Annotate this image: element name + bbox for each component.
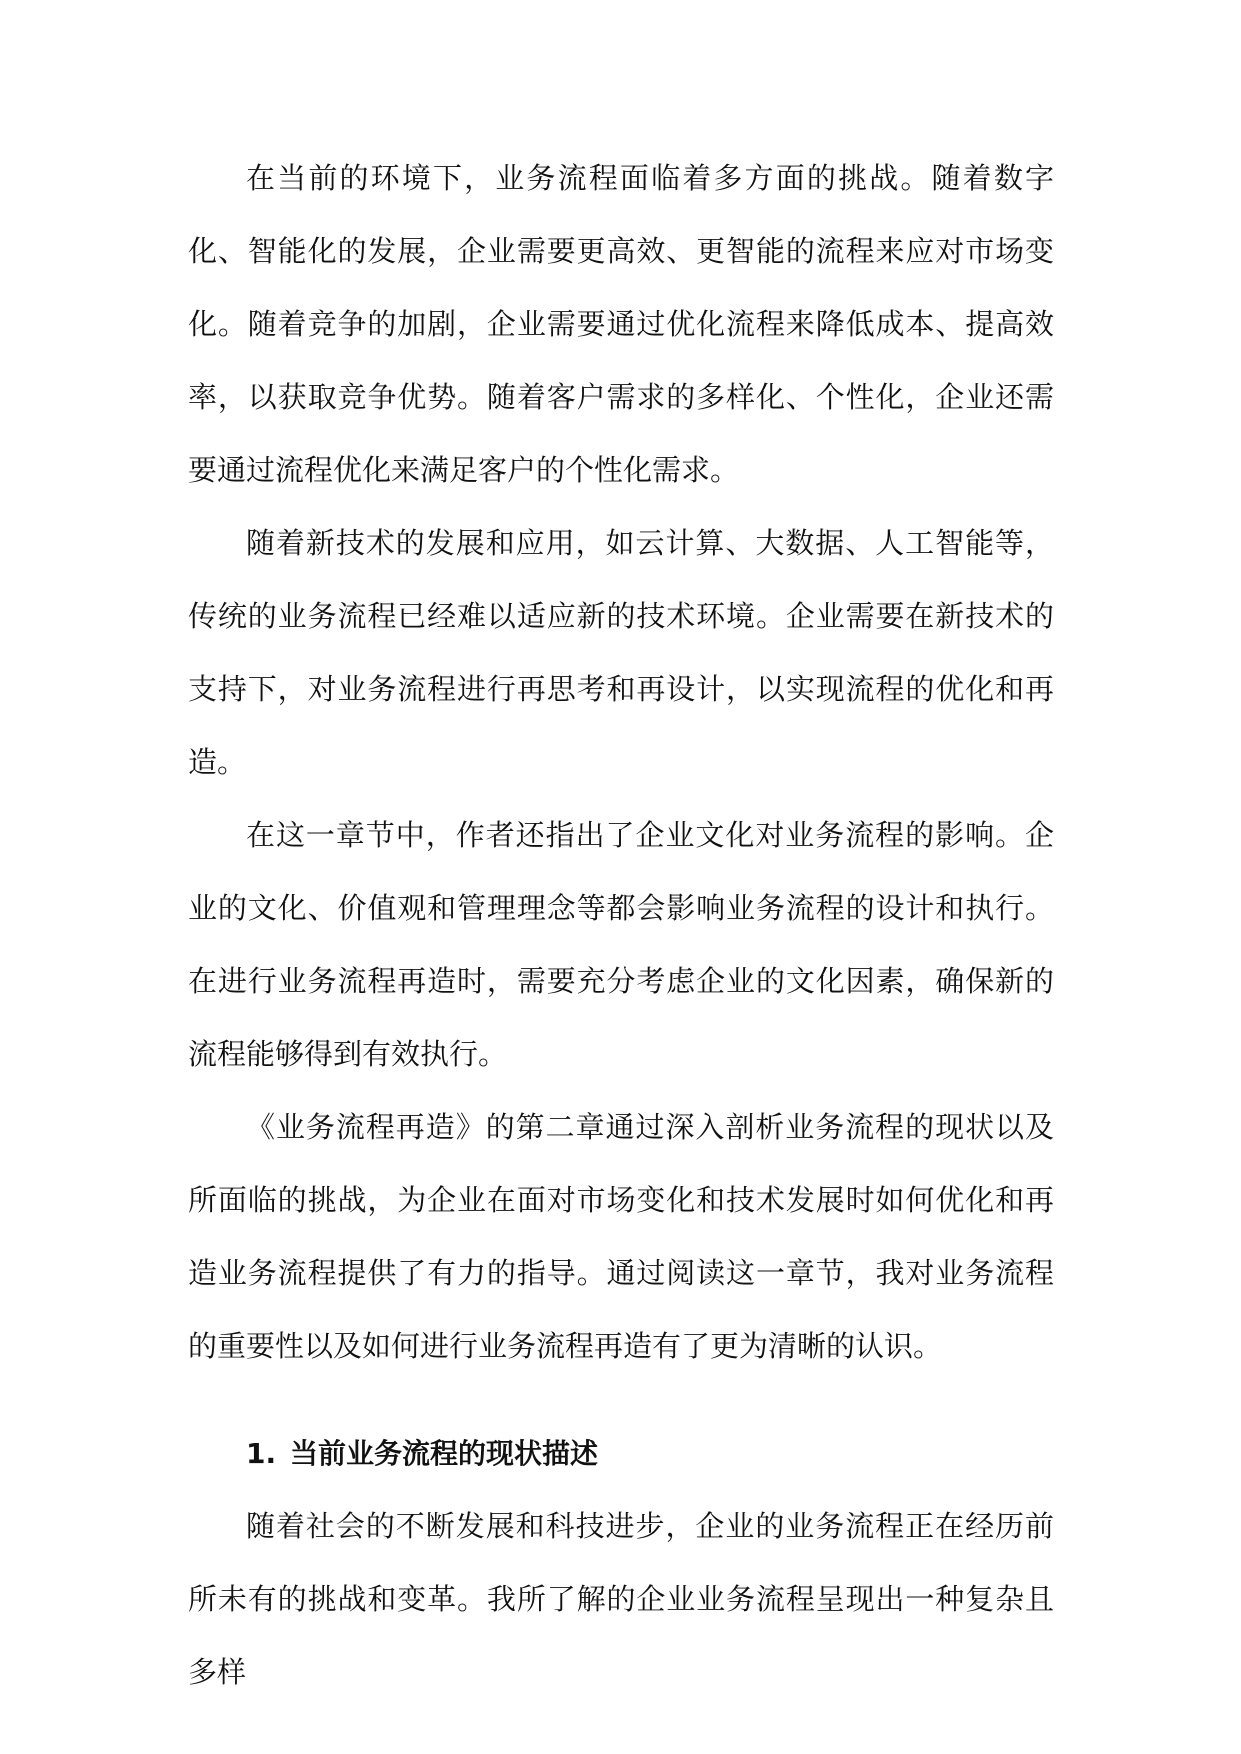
paragraph-current-status: 随着社会的不断发展和科技进步，企业的业务流程正在经历前所未有的挑战和变革。我所了解的企业业务流程呈现出一种复杂且多样 [188, 1509, 1054, 1689]
paragraph-environment-challenges: 在当前的环境下，业务流程面临着多方面的挑战。随着数字化、智能化的发展，企业需要更高效、更智能的流程来应对市场变化。随着竞争的加剧，企业需要通过优化流程来降低成本、提高效率，以获取竞争优势。随着客户需求的多样化、个性化，企业还需要通过流程优化来满足客户的个性化需求。 [188, 161, 1054, 487]
document-body [188, 142, 1054, 1709]
section-title: 当前业务流程的现状描述 [290, 1437, 599, 1470]
section-number: 1. [246, 1437, 277, 1470]
section-heading [188, 1417, 1054, 1490]
paragraph-chapter-summary: 《业务流程再造》的第二章通过深入剖析业务流程的现状以及所面临的挑战，为企业在面对市场变化和技术发展时如何优化和再造业务流程提供了有力的指导。通过阅读这一章节，我对业务流程的重要性以及如何进行业务流程再造有了更为清晰的认识。 [188, 1110, 1054, 1363]
paragraph-new-technology: 随着新技术的发展和应用，如云计算、大数据、人工智能等，传统的业务流程已经难以适应新的技术环境。企业需要在新技术的支持下，对业务流程进行再思考和再设计，以实现流程的优化和再造。 [188, 526, 1054, 779]
paragraph-corporate-culture: 在这一章节中，作者还指出了企业文化对业务流程的影响。企业的文化、价值观和管理理念等都会影响业务流程的设计和执行。在进行业务流程再造时，需要充分考虑企业的文化因素，确保新的流程能够得到有效执行。 [188, 818, 1054, 1071]
